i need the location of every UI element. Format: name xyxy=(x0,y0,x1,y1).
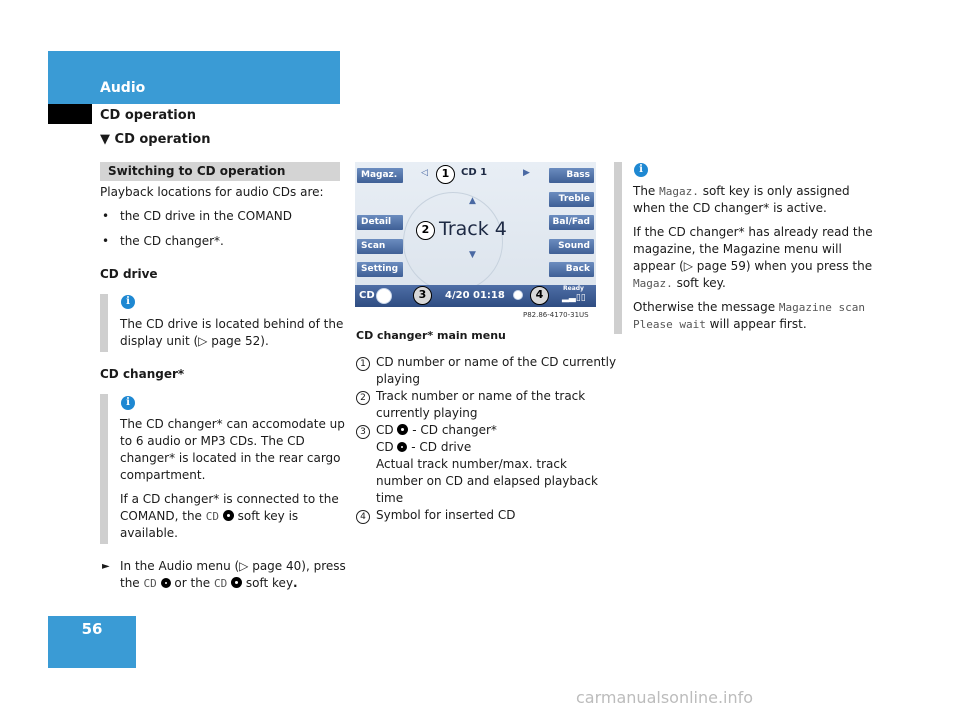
info-text: display unit (▷ page 52). xyxy=(120,334,269,348)
info-text xyxy=(633,183,850,200)
info-text: If the CD changer* has already read the xyxy=(633,225,873,239)
magaz-softkey-label: Magaz. xyxy=(659,185,699,198)
magaz-softkey-label: Magaz. xyxy=(633,277,673,290)
softkey-scan[interactable]: Scan xyxy=(357,239,403,254)
info-text: If a CD changer* is connected to the xyxy=(120,492,339,506)
message-text: Magazine scan xyxy=(778,301,866,314)
text-run: . xyxy=(293,576,298,590)
legend-text: CD xyxy=(376,440,398,454)
cd-drive-heading: CD drive xyxy=(100,267,158,281)
softkey-back[interactable]: Back xyxy=(549,262,594,277)
info-icon: i xyxy=(121,295,135,309)
bullet-dot: • xyxy=(102,209,110,223)
legend-text: playing xyxy=(376,372,420,386)
legend-item xyxy=(356,507,515,524)
cd-drive-icon xyxy=(397,442,407,452)
status-bar xyxy=(355,285,596,307)
callout-2: 2 xyxy=(416,221,435,240)
legend-item xyxy=(356,422,497,439)
cd-changer-icon xyxy=(223,510,234,521)
text-run: soft key xyxy=(242,576,294,590)
page-title: Audio xyxy=(100,80,146,96)
softkey-detail[interactable]: Detail xyxy=(357,215,403,230)
info-text: compartment. xyxy=(120,468,206,482)
info-text xyxy=(633,299,865,316)
bullet-item: the CD changer*. xyxy=(120,234,224,248)
info-text: available. xyxy=(120,526,178,540)
info-text: when the CD changer* is active. xyxy=(633,201,827,215)
legend-text: Symbol for inserted CD xyxy=(376,508,516,522)
info-icon: i xyxy=(121,396,135,410)
softkey-magaz[interactable]: Magaz. xyxy=(357,168,403,183)
header-marker xyxy=(48,104,92,124)
text-run: soft key is only assigned xyxy=(698,184,850,198)
info-text: to 6 audio or MP3 CDs. The CD xyxy=(120,434,305,448)
step-arrow-icon: ► xyxy=(102,561,110,572)
breadcrumb: ▼ CD operation xyxy=(100,132,211,147)
legend-text xyxy=(376,439,471,456)
info-bar xyxy=(100,294,108,352)
header-band xyxy=(48,51,340,104)
cd-changer-icon xyxy=(397,424,408,435)
legend-item xyxy=(356,354,616,371)
figure-code: P82.86-4170-31US xyxy=(523,311,589,319)
cd-number-label: CD 1 xyxy=(461,167,488,178)
arrow-left-icon[interactable]: ◁ xyxy=(421,168,428,178)
disc-background xyxy=(403,192,503,292)
step-text xyxy=(120,575,298,592)
section-title: CD operation xyxy=(100,108,196,123)
cd-drive-icon xyxy=(161,578,171,588)
inserted-cd-icon: ▂▃▯▯ xyxy=(562,293,586,303)
text-run: soft key is xyxy=(233,509,299,523)
arrow-right-icon[interactable]: ▶ xyxy=(523,168,530,178)
step-text: In the Audio menu (▷ page 40), press xyxy=(120,559,346,573)
track-label: Track 4 xyxy=(439,218,507,240)
text-run: The xyxy=(633,184,660,198)
message-text: Please wait xyxy=(633,318,706,331)
legend-text: CD xyxy=(376,423,398,437)
cd-changer-heading: CD changer* xyxy=(100,367,185,381)
legend-text: - CD changer* xyxy=(408,423,497,437)
softkey-bass[interactable]: Bass xyxy=(549,168,594,183)
callout-4: 4 xyxy=(530,286,549,305)
arrow-down-icon[interactable]: ▼ xyxy=(469,250,476,260)
callout-3: 3 xyxy=(413,286,432,305)
figure-caption: CD changer* main menu xyxy=(356,329,506,342)
legend-text: CD number or name of the CD currently xyxy=(376,355,617,369)
cd-drive-icon xyxy=(513,290,523,300)
softkey-sound[interactable]: Sound xyxy=(549,239,594,254)
softkey-setting[interactable]: Setting xyxy=(357,262,403,277)
track-time: 4/20 01:18 xyxy=(445,290,505,301)
legend-text: time xyxy=(376,491,404,505)
info-text: The CD changer* can accomodate up xyxy=(120,417,345,431)
legend-number: 2 xyxy=(356,391,370,405)
legend-number: 4 xyxy=(356,510,370,524)
cd-softkey-label: CD xyxy=(214,577,228,590)
text-run: soft key. xyxy=(672,276,726,290)
bullet-item: the CD drive in the COMAND xyxy=(120,209,292,223)
info-text xyxy=(120,508,298,525)
legend-text: Track number or name of the track xyxy=(376,389,586,403)
info-bar xyxy=(100,394,108,544)
legend-text: currently playing xyxy=(376,406,478,420)
status-cd-label: CD xyxy=(359,290,375,301)
info-text xyxy=(633,316,807,333)
text-run: the xyxy=(120,576,144,590)
info-bar xyxy=(614,162,622,334)
ready-label: Ready xyxy=(563,285,584,292)
info-icon: i xyxy=(634,163,648,177)
legend-number: 3 xyxy=(356,425,370,439)
legend-item xyxy=(356,388,585,405)
section-bar-title: Switching to CD operation xyxy=(108,164,286,178)
info-text xyxy=(633,275,726,292)
page-number: 56 xyxy=(81,620,103,638)
callout-1: 1 xyxy=(436,165,455,184)
cd-changer-icon xyxy=(376,288,392,304)
comand-screen xyxy=(355,162,596,307)
legend-text: number on CD and elapsed playback xyxy=(376,474,598,488)
softkey-treble[interactable]: Treble xyxy=(549,192,594,207)
cd-changer-icon xyxy=(231,577,242,588)
watermark: carmanualsonline.info xyxy=(576,688,754,707)
legend-text: - CD drive xyxy=(407,440,472,454)
text-run: COMAND, the xyxy=(120,509,206,523)
cd-softkey-label: CD xyxy=(205,510,219,523)
info-text: appear (▷ page 59) when you press the xyxy=(633,259,873,273)
text-run: will appear first. xyxy=(705,317,807,331)
softkey-balfad[interactable]: Bal/Fad xyxy=(549,215,594,230)
info-text: changer* is located in the rear cargo xyxy=(120,451,341,465)
cd-softkey-label: CD xyxy=(143,577,157,590)
text-run: or the xyxy=(170,576,215,590)
bullet-dot: • xyxy=(102,234,110,248)
arrow-up-icon[interactable]: ▲ xyxy=(469,196,476,206)
intro-text: Playback locations for audio CDs are: xyxy=(100,185,324,199)
info-text: The CD drive is located behind of the xyxy=(120,317,344,331)
legend-text: Actual track number/max. track xyxy=(376,457,567,471)
text-run: Otherwise the message xyxy=(633,300,779,314)
info-text: magazine, the Magazine menu will xyxy=(633,242,842,256)
legend-number: 1 xyxy=(356,357,370,371)
